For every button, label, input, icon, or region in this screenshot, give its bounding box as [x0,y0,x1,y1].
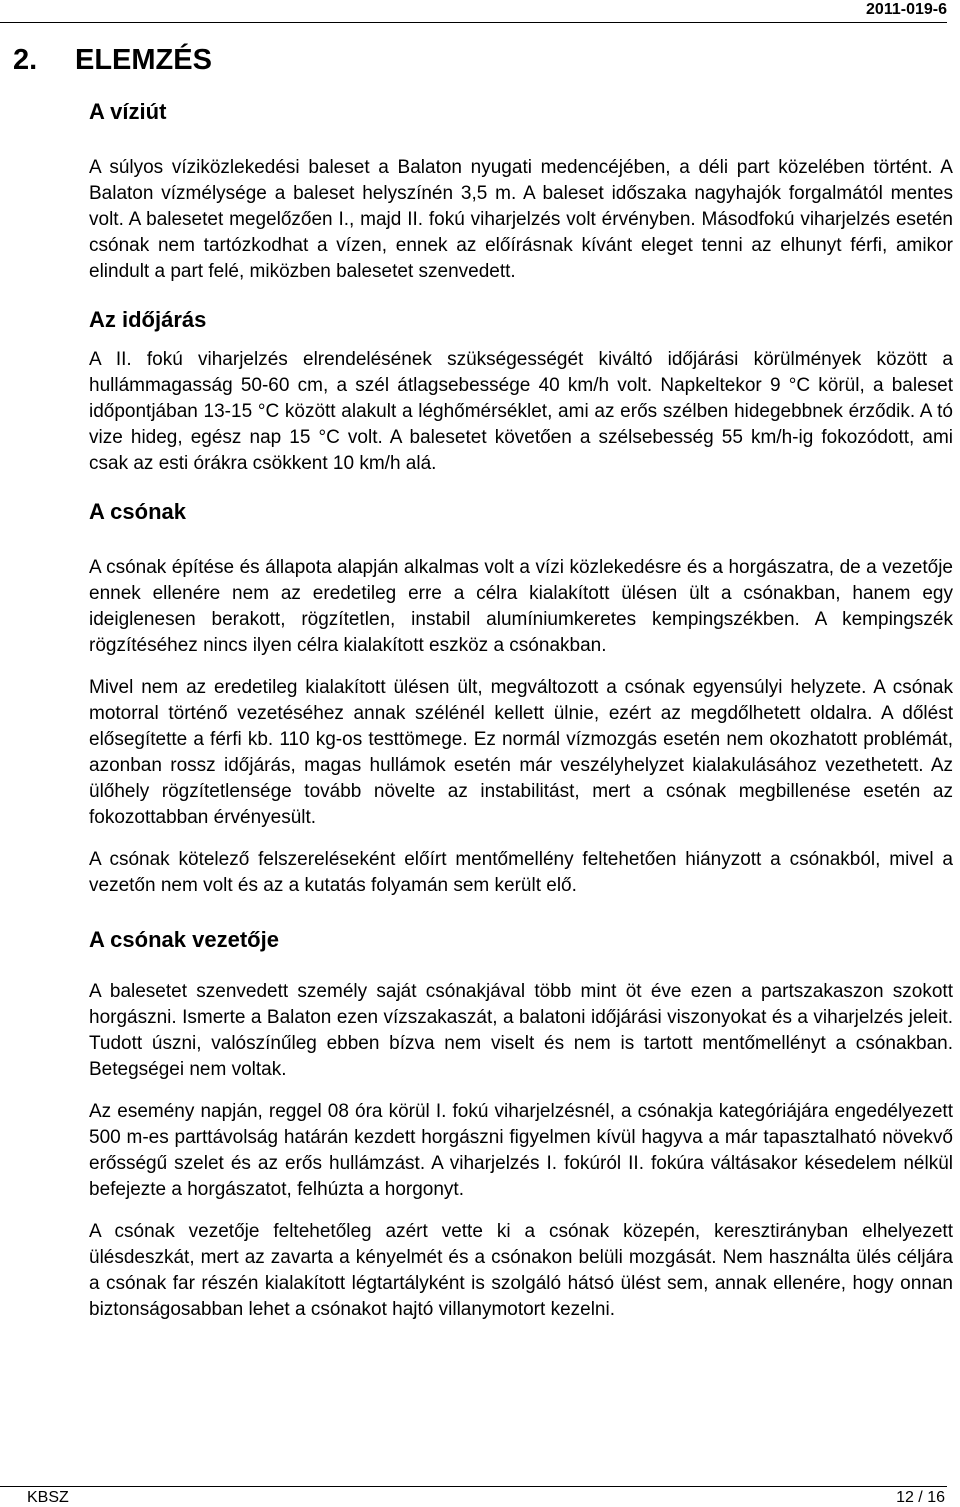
paragraph: Mivel nem az eredetileg kialakított ülésen ült, megváltozott a csónak egyensúlyi helyzete. A csónak motorral történő vezetéséhez annak szélénél kellett ülnie, ezért az megdőlhetett oldalra. A dőlést elősegítette a férfi kb. 110 kg-os testtömege. Ez normál vízmozgás esetén nem okozhatott problémát, azonban rossz időjárás, magas hullámok esetén már veszélyhelyzet kialakulásához vezethetett. Az ülőhely rögzítetlensége tovább növelte az instabilitást, mert a csónak megbillenése esetén az fokozottabban érvényesült. [89,677,953,828]
paragraph: A balesetet szenvedett személy saját csónakjával több mint öt éve ezen a partszakaszon szokott horgászni. Ismerte a Balaton ezen vízszakaszát, a balatoni időjárási viszonyokat és a viharjelzés jeleit. Tudott úszni, valószínűleg ebben bízva nem viselt és nem is tartott mentőmellényt a csónakban. Betegségei nem voltak. [89,981,953,1080]
document-body [89,97,953,1323]
section-title-viziut: A víziút [89,99,167,124]
paragraph: A csónak kötelező felszereléseként előírt mentőmellény feltehetően hiányzott a csónakból, mivel a vezetőn nem volt és az a kutatás folyamán sem került elő. [89,849,953,896]
footer-rule [0,1486,947,1487]
paragraph: A csónak építése és állapota alapján alkalmas volt a vízi közlekedésre és a horgászatra, de a vezetője ennek ellenére nem az eredetileg erre a célra kialakított ülésen ült a csónakban, hanem egy ideiglenesen berakott, rögzítetlen, instabil alumíniumkeretes kempingszékben. A kempingszék rögzítéséhez nincs ilyen célra kialakított eszköz a csónakban. [89,557,953,656]
chapter-number: 2. [13,44,38,76]
paragraph: Az esemény napján, reggel 08 óra körül I. fokú viharjelzésnél, a csónakja kategóriájára engedélyezett 500 m-es parttávolság határán kezdett horgászni figyelmen kívül hagyva a már tapasztalható növekvő erősségű szelet és az erős hullámzást. A viharjelzés I. fokúról II. fokúra váltásakor késedelem nélkül befejezte a horgászatot, felhúzta a horgonyt. [89,1101,953,1200]
section-title-csonak: A csónak [89,499,187,524]
header-rule [0,22,947,23]
section-title-idojaras: Az időjárás [89,307,207,332]
paragraph: A csónak vezetője feltehetőleg azért vette ki a csónak közepén, keresztirányban elhelyezett ülésdeszkát, mert az zavarta a kényelmét és a csónakon belüli mozgását. Nem használta ülés céljára a csónak far részén kialakított légtartályként is szolgáló hátsó ülést sem, annak ellenére, hogy onnan biztonságosabban lehet a csónakot hajtó villanymotort kezelni. [89,1221,953,1320]
page-number: 12 / 16 [896,1489,945,1506]
chapter-heading [13,40,212,80]
paragraph: A II. fokú viharjelzés elrendelésének szükségességét kiváltó időjárási körülmények között a hullámmagasság 50-60 cm, a szél átlagsebessége 40 km/h volt. Napkeltekor 9 °C körül, a baleset időpontjában 13-15 °C között alakult a léghőmérséklet, ami az erős szélben hidegebbnek érződik. A tó vize hideg, egész nap 15 °C volt. A balesetet követően a szélsebesség 55 km/h-ig fokozódott, ami csak az esti órákra csökkent 10 km/h alá. [89,349,953,474]
footer-org: KBSZ [27,1489,69,1506]
paragraph: A súlyos víziközlekedési baleset a Balaton nyugati medencéjében, a déli part közelében történt. A Balaton vízmélysége a baleset helyszínén 3,5 m. A baleset időszaka nagyhajók forgalmától mentes volt. A balesetet megelőzően I., majd II. fokú viharjelzés volt érvényben. Másodfokú viharjelzés esetén csónak nem tartózkodhat a vízen, ennek az előírásnak kívánt eleget tenni az elhunyt férfi, amikor elindult a part felé, miközben balesetet szenvedett. [89,157,953,282]
section-title-vezeto: A csónak vezetője [89,927,279,952]
chapter-title: ELEMZÉS [75,44,212,76]
document-code: 2011-019-6 [866,1,947,18]
